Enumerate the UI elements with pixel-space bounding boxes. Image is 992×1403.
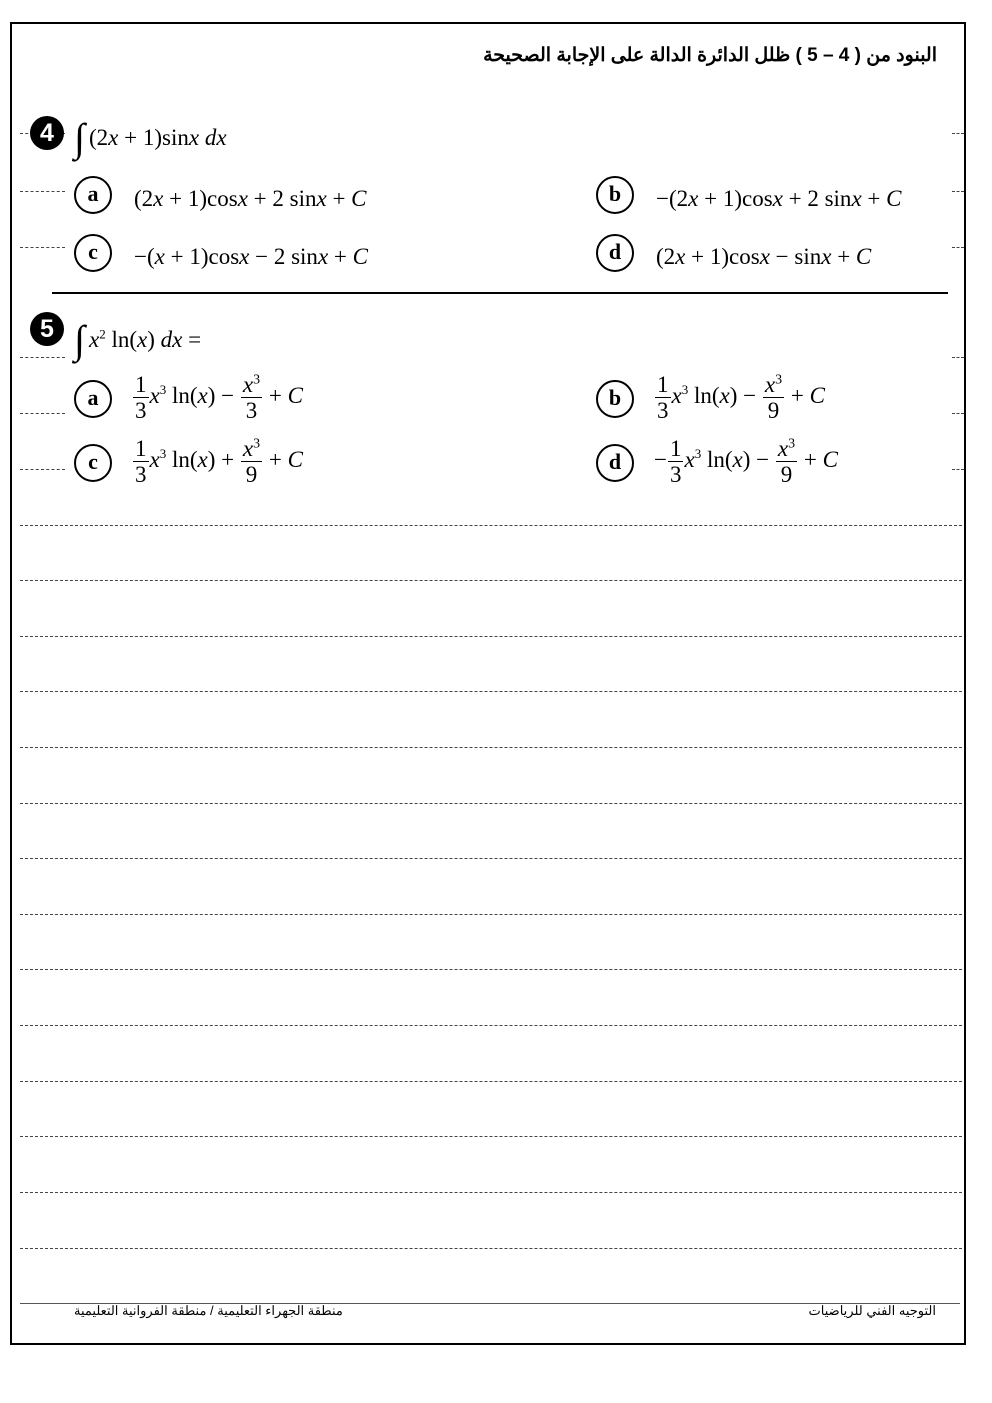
writing-line [20, 1025, 962, 1026]
question-number-5: 5 [30, 312, 64, 346]
writing-line [20, 691, 962, 692]
footer-left-text: منطقة الجهراء التعليمية / منطقة الفروانية التعليمية [74, 1303, 343, 1318]
q5-option-c-bubble[interactable]: c [74, 444, 112, 482]
q5-option-a-bubble[interactable]: a [74, 380, 112, 418]
q4-option-d-bubble[interactable]: d [596, 234, 634, 272]
writing-line [20, 914, 962, 915]
q4-option-a-bubble[interactable]: a [74, 176, 112, 214]
margin-line [952, 191, 964, 192]
margin-line [952, 247, 964, 248]
q5-option-b-bubble[interactable]: b [596, 380, 634, 418]
margin-line [952, 357, 964, 358]
margin-line [952, 469, 964, 470]
q4-option-b-bubble[interactable]: b [596, 176, 634, 214]
q5-option-c-answer: $\frac{1}{3}$ $x^3$ ln(x) + $\frac{x^3}{9}$ + C [135, 436, 303, 487]
writing-line [20, 1192, 962, 1193]
margin-line [20, 247, 65, 248]
margin-line [20, 357, 65, 358]
writing-line [20, 803, 962, 804]
writing-line [20, 969, 962, 970]
margin-line [952, 413, 964, 414]
margin-line [20, 413, 65, 414]
question-5-integral: ∫ $x^2$ ln(x) dx = [74, 317, 202, 362]
margin-line [20, 191, 65, 192]
q5-option-d-bubble[interactable]: d [596, 444, 634, 482]
margin-line [20, 469, 65, 470]
margin-line [952, 133, 964, 134]
page-title: البنود من ( 4 – 5 ) ظلل الدائرة الدالة على الإجابة الصحيحة [483, 45, 937, 66]
writing-line [20, 1081, 962, 1082]
q5-option-a-answer: $\frac{1}{3}$ $x^3$ ln(x) − $\frac{x^3}{3}$ + C [135, 372, 303, 423]
q4-option-c-answer: −(x + 1)cosx − 2 sinx + C [134, 244, 368, 269]
q5-option-d-answer: − $\frac{1}{3}$ $x^3$ ln(x) − $\frac{x^3}{9}$ + C [654, 436, 838, 487]
writing-line [20, 525, 962, 526]
footer-right-text: التوجيه الفني للرياضيات [808, 1303, 936, 1318]
writing-line [20, 858, 962, 859]
q5-option-b-answer: $\frac{1}{3}$ $x^3$ ln(x) − $\frac{x^3}{9}$ + C [657, 372, 825, 423]
q4-option-c-bubble[interactable]: c [74, 234, 112, 272]
section-divider [52, 292, 948, 294]
question-number-4: 4 [30, 116, 64, 150]
page-frame [10, 22, 966, 1345]
writing-line [20, 1136, 962, 1137]
writing-line [20, 747, 962, 748]
writing-line [20, 1248, 962, 1249]
q4-option-d-answer: (2x + 1)cosx − sinx + C [656, 244, 872, 269]
q4-option-a-answer: (2x + 1)cosx + 2 sinx + C [134, 186, 367, 211]
q4-option-b-answer: −(2x + 1)cosx + 2 sinx + C [656, 186, 902, 211]
question-4-integral: ∫ (2x + 1)sinx dx [74, 115, 227, 160]
writing-line [20, 580, 962, 581]
writing-line [20, 636, 962, 637]
